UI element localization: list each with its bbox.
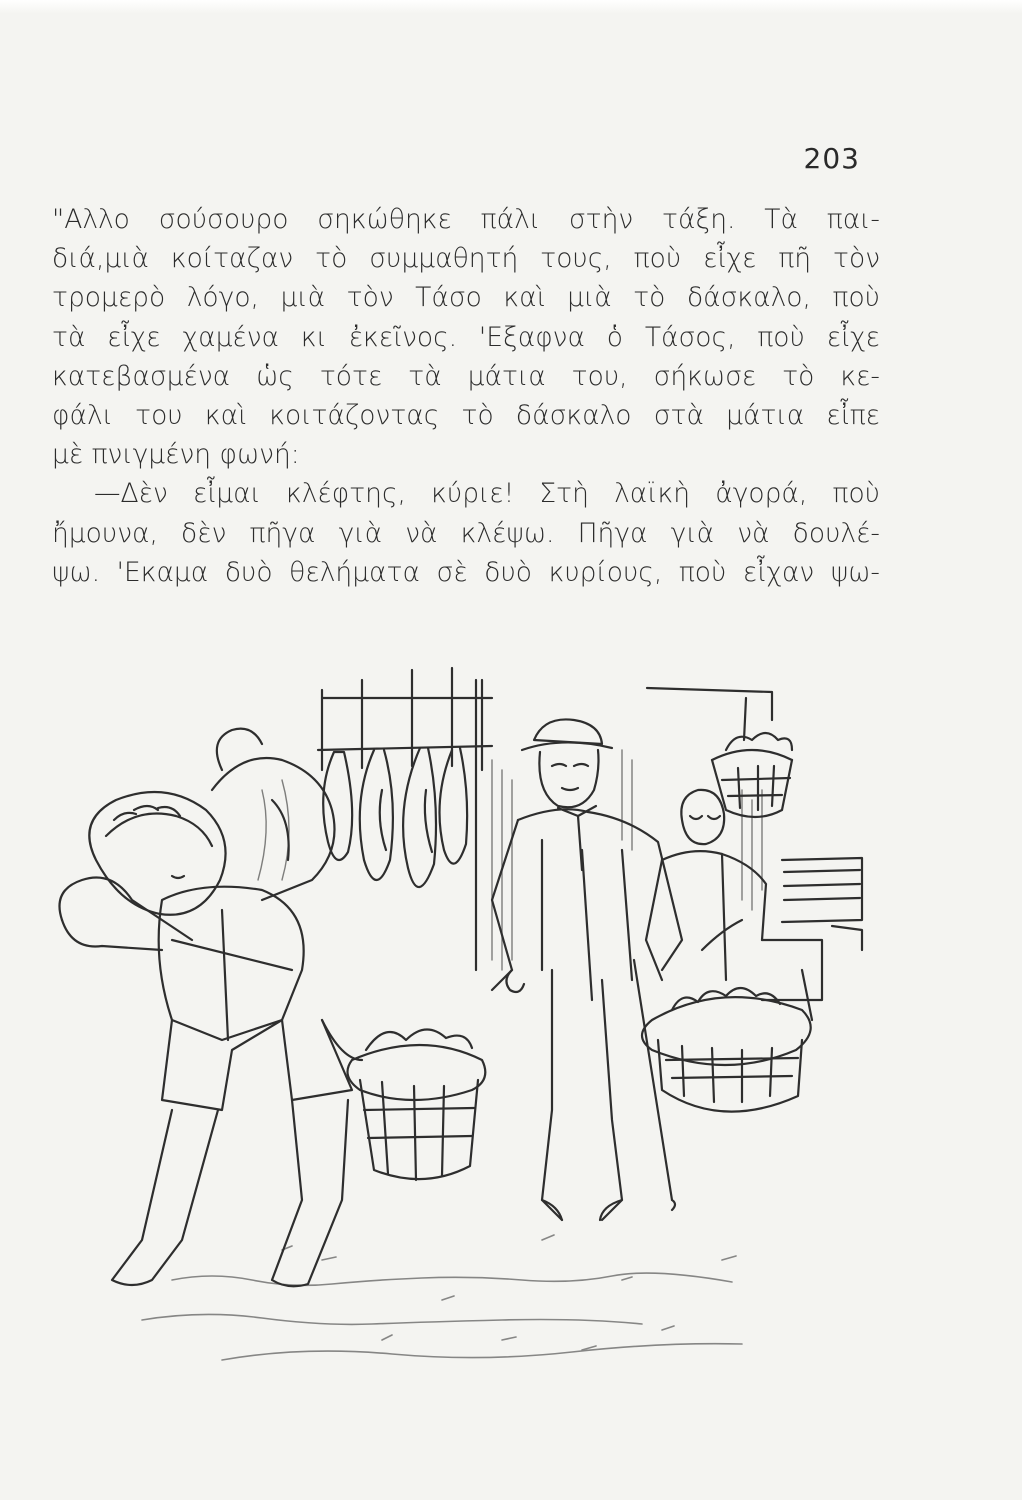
man-in-hat <box>492 719 682 1220</box>
text-line: ψω. 'Εκαμα δυὸ θελήματα σὲ δυὸ κυρίους, ποὺ εἶχαν ψω- <box>52 556 880 588</box>
illustration-svg <box>22 640 872 1380</box>
text-line: τρομερὸ λόγο, μιὰ τὸν Τάσο καὶ μιὰ τὸ δάσκαλο, ποὺ <box>52 282 880 314</box>
vendor-figure <box>646 790 766 980</box>
text-line: κατεβασμένα ὡς τότε τὰ μάτια του, σήκωσε τὸ κε- <box>52 360 880 392</box>
text-line: φάλι του καὶ κοιτάζοντας τὸ δάσκαλο στὰ μάτια εἶπε <box>52 400 880 432</box>
background-hatching <box>258 750 762 970</box>
stall-frame <box>318 668 492 970</box>
text-line: ἤμουνα, δὲν πῆγα γιὰ νὰ κλέψω. Πῆγα γιὰ νὰ δουλέ- <box>52 517 880 549</box>
text-line: διά,μιὰ κοίταζαν τὸ συμμαθητή τους, ποὺ εἶχε πῆ τὸν <box>52 243 880 275</box>
page-number: 203 <box>803 142 860 175</box>
hanging-poultry <box>323 748 467 887</box>
ground-texture <box>142 1235 742 1360</box>
hanging-basket <box>647 688 792 817</box>
text-line: μὲ πνιγμένη φωνή: <box>52 439 300 471</box>
text-line: "Αλλο σούσουρο σηκώθηκε πάλι στὴν τάξη. Τὰ παι- <box>52 204 880 235</box>
page-edge <box>0 0 1022 14</box>
text-line: —Δὲν εἶμαι κλέφτης, κύριε! Στὴ λαϊκὴ ἀγορά, ποὺ <box>94 478 880 510</box>
right-counter <box>762 858 862 1020</box>
boy-with-basket <box>60 729 486 1287</box>
text-line: τὰ εἶχε χαμένα κι ἐκεῖνος. 'Εξαφνα ὁ Τάσος, ποὺ εἶχε <box>52 321 880 353</box>
body-text <box>52 200 880 592</box>
bread-basket <box>642 988 811 1112</box>
market-illustration <box>22 640 872 1380</box>
